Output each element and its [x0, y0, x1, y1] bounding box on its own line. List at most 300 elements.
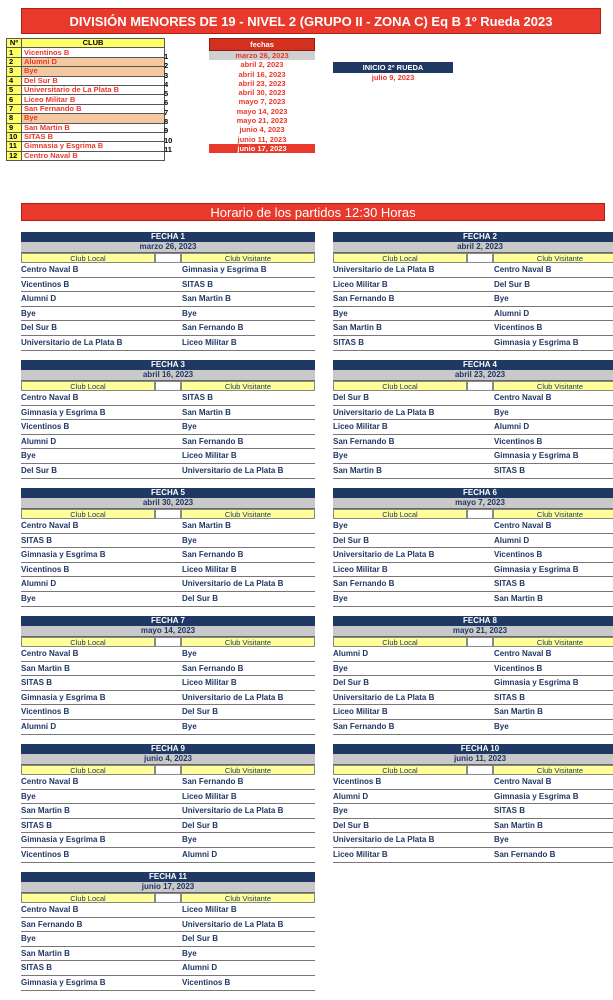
- match-row: [21, 391, 315, 406]
- inicio-label: INICIO 2º RUEDA: [333, 62, 453, 73]
- match-row: [21, 819, 315, 834]
- club-visitante-header: Club Visitante: [493, 509, 613, 519]
- match-row: [21, 592, 315, 607]
- fecha-date: junio 11, 2023: [237, 134, 287, 144]
- match-row: [21, 976, 315, 991]
- match-row: [333, 420, 613, 435]
- fecha-title: FECHA 4: [333, 360, 613, 370]
- local-team: Bye: [21, 791, 36, 801]
- club-number: 1: [7, 48, 22, 57]
- visiting-team: Bye: [182, 535, 197, 545]
- match-row: [333, 548, 613, 563]
- match-row: [333, 464, 613, 479]
- visiting-team: Alumni D: [494, 422, 530, 432]
- match-row: [333, 790, 613, 805]
- club-local-header: Club Local: [333, 253, 467, 263]
- fecha-block: [21, 872, 315, 991]
- fecha-number: 6: [164, 98, 169, 108]
- column-headers: [21, 381, 315, 391]
- match-row: [21, 321, 315, 336]
- match-row: [21, 464, 315, 479]
- fecha-number: 9: [164, 126, 169, 136]
- fecha-date-label: mayo 21, 2023: [333, 626, 613, 637]
- fecha-block: [21, 232, 315, 351]
- fecha-number: 11: [164, 144, 172, 154]
- visiting-team: Gimnasia y Esgrima B: [494, 564, 579, 574]
- club-local-header: Club Local: [21, 253, 155, 263]
- visiting-team: Gimnasia y Esgrima B: [494, 451, 579, 461]
- match-row: [333, 321, 613, 336]
- match-row: [21, 336, 315, 351]
- column-spacer: [467, 765, 493, 775]
- match-row: [333, 705, 613, 720]
- fecha-title: FECHA 3: [21, 360, 315, 370]
- match-row: [333, 775, 613, 790]
- fecha-block: [333, 744, 613, 863]
- fecha-date: junio 4, 2023: [239, 125, 285, 135]
- visiting-team: San Martin B: [494, 820, 543, 830]
- visiting-team: Universitario de La Plata B: [182, 806, 284, 816]
- horario-banner: Horario de los partidos 12:30 Horas: [21, 203, 605, 221]
- column-headers: [333, 509, 613, 519]
- local-team: Centro Naval B: [21, 649, 79, 658]
- visiting-team: SITAS B: [494, 465, 525, 475]
- fecha-number: 3: [164, 70, 169, 80]
- club-visitante-header: Club Visitante: [181, 765, 315, 775]
- local-team: Centro Naval B: [21, 521, 79, 530]
- local-team: Universitario de La Plata B: [333, 407, 435, 417]
- column-headers: [333, 637, 613, 647]
- local-team: Universitario de La Plata B: [333, 550, 435, 560]
- match-row: [333, 662, 613, 677]
- visiting-team: Del Sur B: [182, 820, 219, 830]
- fecha-date-label: junio 11, 2023: [333, 754, 613, 765]
- fecha-title: FECHA 6: [333, 488, 613, 498]
- match-row: [333, 577, 613, 592]
- local-team: Vicentinos B: [21, 707, 70, 717]
- visiting-team: Bye: [182, 835, 197, 845]
- match-row: [333, 534, 613, 549]
- local-team: Universitario de La Plata B: [333, 692, 435, 702]
- fecha-date-label: abril 30, 2023: [21, 498, 315, 509]
- match-row: [21, 577, 315, 592]
- inicio-segunda-rueda: [333, 62, 453, 83]
- fecha-date: abril 2, 2023: [240, 60, 284, 70]
- local-team: Gimnasia y Esgrima B: [21, 692, 106, 702]
- club-number: 9: [7, 123, 22, 132]
- local-team: Bye: [21, 308, 36, 318]
- visiting-team: Del Sur B: [182, 934, 219, 944]
- match-row: [333, 278, 613, 293]
- fecha-date-label: marzo 26, 2023: [21, 242, 315, 253]
- fecha-number-column: [164, 40, 172, 154]
- club-name: Alumni D: [22, 57, 165, 66]
- club-local-header: Club Local: [333, 637, 467, 647]
- fecha-title: FECHA 8: [333, 616, 613, 626]
- match-row: [333, 336, 613, 351]
- local-team: Universitario de La Plata B: [21, 337, 123, 347]
- local-team: Vicentinos B: [21, 279, 70, 289]
- club-visitante-header: Club Visitante: [493, 765, 613, 775]
- club-visitante-header: Club Visitante: [181, 637, 315, 647]
- club-name: Liceo Militar B: [22, 95, 165, 104]
- column-headers: [21, 509, 315, 519]
- local-team: Universitario de La Plata B: [333, 835, 435, 845]
- fecha-date-label: mayo 7, 2023: [333, 498, 613, 509]
- club-local-header: Club Local: [333, 381, 467, 391]
- column-headers: [333, 253, 613, 263]
- local-team: Gimnasia y Esgrima B: [21, 407, 106, 417]
- match-row: [333, 691, 613, 706]
- club-local-header: Club Local: [21, 893, 155, 903]
- visiting-team: SITAS B: [494, 692, 525, 702]
- club-name: Vicentinos B: [22, 48, 165, 57]
- local-team: San Martin B: [333, 323, 382, 333]
- club-number: 12: [7, 151, 22, 160]
- local-team: Bye: [333, 806, 348, 816]
- fecha-date: abril 30, 2023: [238, 88, 286, 98]
- match-row: [21, 662, 315, 677]
- fecha-block: [333, 488, 613, 607]
- match-row: [21, 534, 315, 549]
- column-spacer: [155, 765, 181, 775]
- club-number: 10: [7, 132, 22, 141]
- match-row: [21, 263, 315, 278]
- match-row: [333, 647, 613, 662]
- visiting-team: Centro Naval B: [494, 393, 552, 402]
- match-row: [21, 676, 315, 691]
- match-row: [21, 278, 315, 293]
- visiting-team: Centro Naval B: [494, 521, 552, 530]
- club-visitante-header: Club Visitante: [181, 253, 315, 263]
- visiting-team: Bye: [182, 649, 197, 658]
- club-number: 7: [7, 104, 22, 113]
- column-spacer: [155, 381, 181, 391]
- fecha-date-label: abril 16, 2023: [21, 370, 315, 381]
- visiting-team: Gimnasia y Esgrima B: [494, 678, 579, 688]
- local-team: Bye: [333, 308, 348, 318]
- column-headers: [333, 381, 613, 391]
- club-number: 5: [7, 85, 22, 94]
- match-row: [21, 563, 315, 578]
- local-team: Del Sur B: [333, 535, 370, 545]
- club-local-header: Club Local: [21, 765, 155, 775]
- club-name: San Martin B: [22, 123, 165, 132]
- club-name: Centro Naval B: [22, 151, 165, 160]
- visiting-team: Bye: [494, 294, 509, 304]
- fecha-number: 8: [164, 117, 169, 127]
- fecha-date-label: junio 17, 2023: [21, 882, 315, 893]
- visiting-team: Bye: [182, 308, 197, 318]
- club-name: Bye: [22, 67, 165, 76]
- fechas-date-column: [209, 38, 315, 153]
- visiting-team: San Fernando B: [182, 777, 244, 786]
- visiting-team: Alumni D: [494, 535, 530, 545]
- match-row: [21, 548, 315, 563]
- club-name: SITAS B: [22, 132, 165, 141]
- local-team: Alumni D: [21, 294, 57, 304]
- match-row: [333, 676, 613, 691]
- local-team: Centro Naval B: [21, 265, 79, 274]
- visiting-team: Universitario de La Plata B: [182, 692, 284, 702]
- visiting-team: Vicentinos B: [494, 663, 543, 673]
- club-name: Bye: [22, 114, 165, 123]
- visiting-team: Vicentinos B: [494, 323, 543, 333]
- fecha-number: 2: [164, 61, 169, 71]
- fecha-date-label: mayo 14, 2023: [21, 626, 315, 637]
- club-local-header: Club Local: [21, 509, 155, 519]
- fecha-title: FECHA 2: [333, 232, 613, 242]
- local-team: Gimnasia y Esgrima B: [21, 977, 106, 987]
- local-team: San Martin B: [21, 806, 70, 816]
- visiting-team: San Fernando B: [182, 436, 244, 446]
- local-team: Bye: [21, 593, 36, 603]
- local-team: Universitario de La Plata B: [333, 265, 435, 274]
- local-team: SITAS B: [333, 337, 364, 347]
- fecha-block: [21, 360, 315, 479]
- visiting-team: San Fernando B: [182, 663, 244, 673]
- fecha-block: [333, 360, 613, 479]
- column-spacer: [155, 893, 181, 903]
- visiting-team: San Martin B: [494, 593, 543, 603]
- visiting-team: Universitario de La Plata B: [182, 919, 284, 929]
- match-row: [21, 292, 315, 307]
- fecha-block: [21, 488, 315, 607]
- match-row: [333, 804, 613, 819]
- club-visitante-header: Club Visitante: [181, 381, 315, 391]
- local-team: Bye: [333, 663, 348, 673]
- visiting-team: Centro Naval B: [494, 777, 552, 786]
- visiting-team: Liceo Militar B: [182, 678, 237, 688]
- visiting-team: Centro Naval B: [494, 265, 552, 274]
- local-team: Centro Naval B: [21, 905, 79, 914]
- visiting-team: SITAS B: [182, 393, 213, 402]
- visiting-team: Bye: [494, 835, 509, 845]
- local-team: Centro Naval B: [21, 777, 79, 786]
- fecha-date-label: abril 23, 2023: [333, 370, 613, 381]
- match-row: [333, 449, 613, 464]
- local-team: Liceo Militar B: [333, 422, 388, 432]
- visiting-team: Bye: [182, 422, 197, 432]
- clubs-header-number: Nº: [7, 39, 22, 48]
- local-team: SITAS B: [21, 678, 52, 688]
- visiting-team: Bye: [182, 721, 197, 731]
- column-headers: [333, 765, 613, 775]
- fechas-header: fechas: [209, 38, 315, 51]
- fecha-block: [21, 744, 315, 863]
- visiting-team: SITAS B: [494, 579, 525, 589]
- match-row: [21, 961, 315, 976]
- fecha-number: 10: [164, 135, 173, 145]
- club-visitante-header: Club Visitante: [493, 637, 613, 647]
- fecha-title: FECHA 9: [21, 744, 315, 754]
- column-spacer: [155, 637, 181, 647]
- match-row: [21, 691, 315, 706]
- visiting-team: San Fernando B: [182, 323, 244, 333]
- match-row: [333, 720, 613, 735]
- local-team: Liceo Militar B: [333, 279, 388, 289]
- match-row: [21, 790, 315, 805]
- fecha-block: [333, 232, 613, 351]
- local-team: Vicentinos B: [333, 777, 382, 786]
- match-row: [333, 833, 613, 848]
- fecha-date: marzo 26, 2023: [209, 51, 315, 60]
- match-row: [21, 903, 315, 918]
- match-row: [21, 932, 315, 947]
- local-team: Alumni D: [21, 436, 57, 446]
- local-team: Alumni D: [333, 649, 369, 658]
- fecha-date-label: junio 4, 2023: [21, 754, 315, 765]
- club-name: Gimnasia y Esgrima B: [22, 142, 165, 151]
- visiting-team: Universitario de La Plata B: [182, 465, 284, 475]
- match-row: [21, 775, 315, 790]
- club-local-header: Club Local: [333, 509, 467, 519]
- local-team: San Fernando B: [21, 919, 83, 929]
- local-team: Bye: [21, 934, 36, 944]
- club-name: Universitario de La Plata B: [22, 85, 165, 94]
- match-row: [21, 420, 315, 435]
- column-headers: [21, 253, 315, 263]
- local-team: Gimnasia y Esgrima B: [21, 835, 106, 845]
- local-team: Centro Naval B: [21, 393, 79, 402]
- match-row: [21, 833, 315, 848]
- local-team: Bye: [333, 593, 348, 603]
- match-row: [333, 563, 613, 578]
- visiting-team: Gimnasia y Esgrima B: [182, 265, 267, 274]
- match-row: [21, 519, 315, 534]
- column-spacer: [467, 509, 493, 519]
- column-headers: [21, 765, 315, 775]
- visiting-team: Universitario de La Plata B: [182, 579, 284, 589]
- visiting-team: Vicentinos B: [182, 977, 231, 987]
- fecha-date: mayo 7, 2023: [238, 97, 286, 107]
- local-team: Del Sur B: [333, 393, 370, 402]
- club-number: 6: [7, 95, 22, 104]
- fecha-title: FECHA 10: [333, 744, 613, 754]
- local-team: San Martin B: [333, 465, 382, 475]
- club-visitante-header: Club Visitante: [181, 893, 315, 903]
- local-team: San Martin B: [21, 663, 70, 673]
- visiting-team: SITAS B: [494, 806, 525, 816]
- club-visitante-header: Club Visitante: [493, 381, 613, 391]
- match-row: [333, 263, 613, 278]
- visiting-team: Liceo Militar B: [182, 451, 237, 461]
- visiting-team: Alumni D: [182, 849, 218, 859]
- local-team: Liceo Militar B: [333, 849, 388, 859]
- column-spacer: [155, 253, 181, 263]
- local-team: San Martin B: [21, 948, 70, 958]
- local-team: Liceo Militar B: [333, 564, 388, 574]
- local-team: San Fernando B: [333, 294, 395, 304]
- local-team: Vicentinos B: [21, 564, 70, 574]
- club-number: 3: [7, 67, 22, 76]
- visiting-team: Bye: [182, 948, 197, 958]
- local-team: Del Sur B: [333, 678, 370, 688]
- column-headers: [21, 637, 315, 647]
- local-team: Alumni D: [333, 791, 369, 801]
- fecha-number: 4: [164, 79, 169, 89]
- clubs-table: [6, 38, 165, 161]
- match-row: [21, 449, 315, 464]
- visiting-team: San Martin B: [494, 707, 543, 717]
- fecha-block: [21, 616, 315, 735]
- local-team: Liceo Militar B: [333, 707, 388, 717]
- match-row: [333, 519, 613, 534]
- visiting-team: Del Sur B: [182, 593, 219, 603]
- match-row: [21, 720, 315, 735]
- local-team: SITAS B: [21, 535, 52, 545]
- visiting-team: Liceo Militar B: [182, 905, 237, 914]
- club-number: 8: [7, 114, 22, 123]
- local-team: Del Sur B: [21, 465, 58, 475]
- fecha-date: junio 17, 2023: [209, 144, 315, 153]
- local-team: Alumni D: [21, 721, 57, 731]
- local-team: Vicentinos B: [21, 849, 70, 859]
- visiting-team: San Martin B: [182, 407, 231, 417]
- column-headers: [21, 893, 315, 903]
- local-team: Del Sur B: [333, 820, 370, 830]
- fecha-title: FECHA 11: [21, 872, 315, 882]
- visiting-team: San Martin B: [182, 521, 231, 530]
- match-row: [21, 647, 315, 662]
- local-team: San Fernando B: [333, 436, 395, 446]
- local-team: SITAS B: [21, 820, 52, 830]
- fecha-title: FECHA 1: [21, 232, 315, 242]
- visiting-team: Alumni D: [494, 308, 530, 318]
- local-team: San Fernando B: [333, 721, 395, 731]
- local-team: Bye: [333, 451, 348, 461]
- match-row: [21, 947, 315, 962]
- match-row: [21, 307, 315, 322]
- local-team: Alumni D: [21, 579, 57, 589]
- visiting-team: Del Sur B: [494, 279, 531, 289]
- match-row: [333, 435, 613, 450]
- match-row: [333, 819, 613, 834]
- fecha-number: 1: [164, 52, 169, 61]
- match-row: [21, 705, 315, 720]
- match-row: [21, 848, 315, 863]
- local-team: Gimnasia y Esgrima B: [21, 550, 106, 560]
- local-team: Vicentinos B: [21, 422, 70, 432]
- column-spacer: [155, 509, 181, 519]
- match-row: [333, 307, 613, 322]
- club-visitante-header: Club Visitante: [181, 509, 315, 519]
- visiting-team: Liceo Militar B: [182, 564, 237, 574]
- fecha-date: mayo 14, 2023: [236, 106, 288, 116]
- club-name: San Fernando B: [22, 104, 165, 113]
- visiting-team: Vicentinos B: [494, 550, 543, 560]
- column-spacer: [467, 253, 493, 263]
- match-row: [21, 435, 315, 450]
- visiting-team: Gimnasia y Esgrima B: [494, 791, 579, 801]
- local-team: Bye: [21, 451, 36, 461]
- match-row: [333, 292, 613, 307]
- column-spacer: [467, 381, 493, 391]
- match-row: [21, 804, 315, 819]
- fecha-title: FECHA 7: [21, 616, 315, 626]
- club-number: 2: [7, 57, 22, 66]
- fecha-title: FECHA 5: [21, 488, 315, 498]
- fecha-date-label: abril 2, 2023: [333, 242, 613, 253]
- match-row: [21, 406, 315, 421]
- match-row: [333, 391, 613, 406]
- match-row: [333, 406, 613, 421]
- visiting-team: Bye: [494, 407, 509, 417]
- visiting-team: SITAS B: [182, 279, 213, 289]
- local-team: SITAS B: [21, 963, 52, 973]
- local-team: San Fernando B: [333, 579, 395, 589]
- page-title: DIVISIÓN MENORES DE 19 - NIVEL 2 (GRUPO II - ZONA C) Eq B 1º Rueda 2023: [21, 8, 601, 34]
